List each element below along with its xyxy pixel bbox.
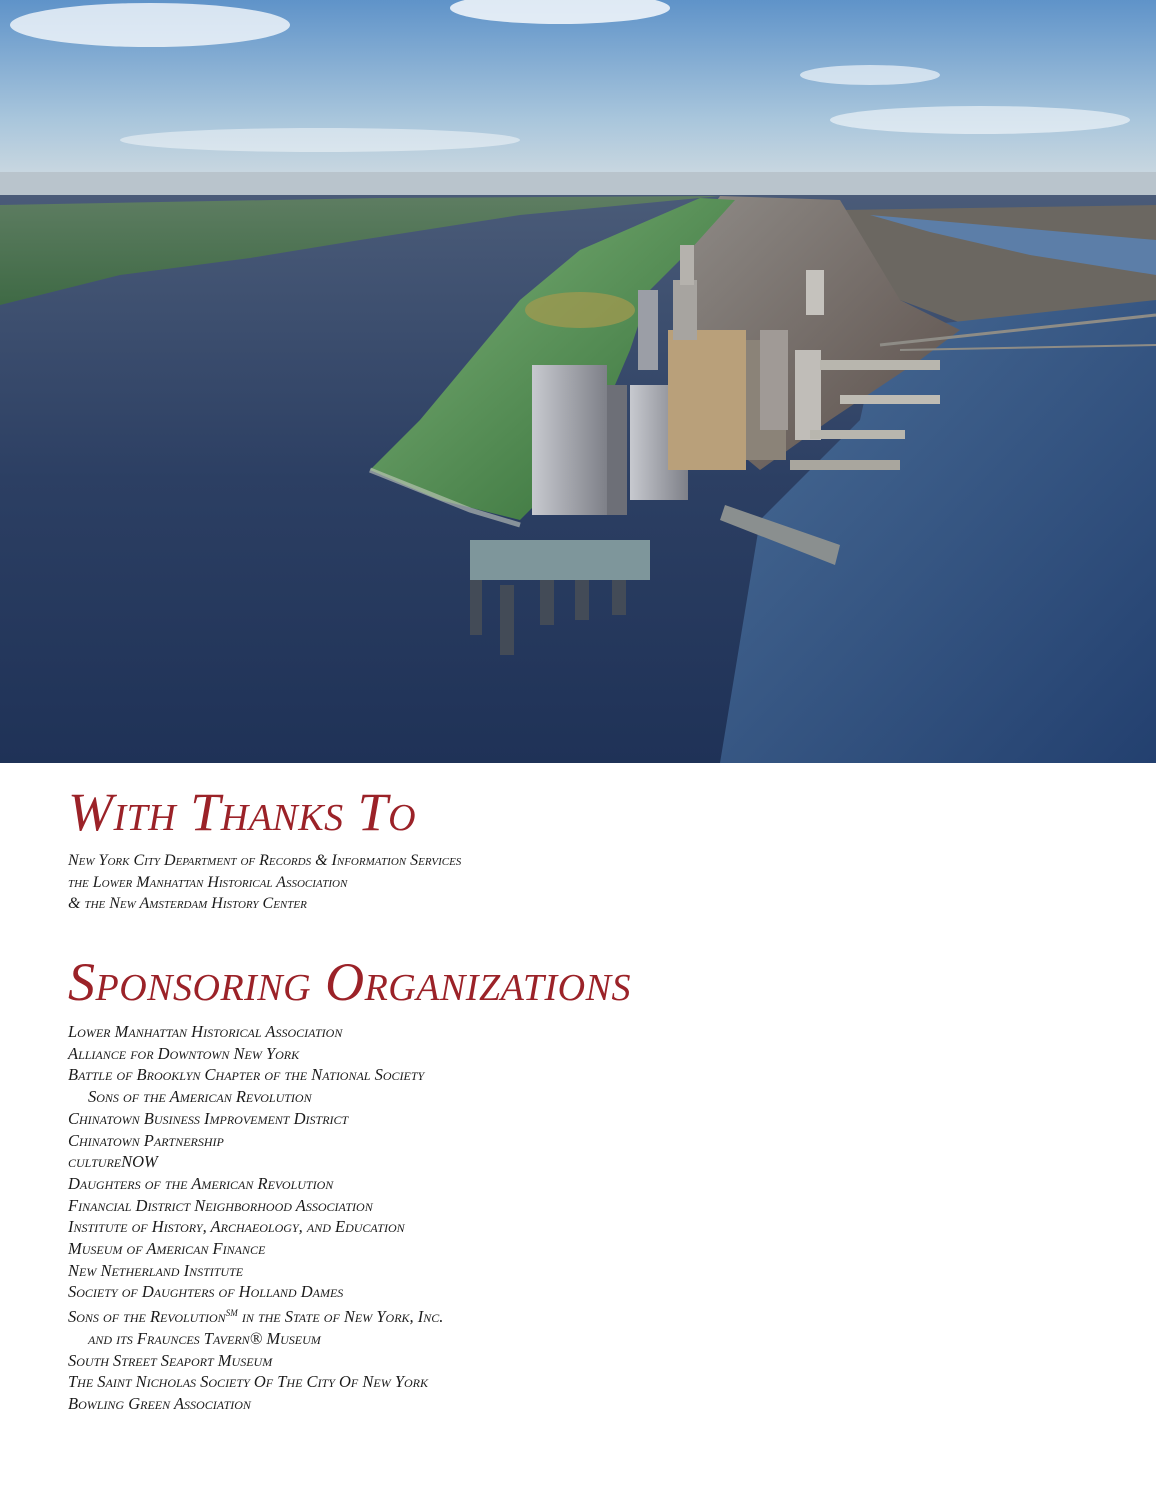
list-item: Sons of the American Revolution — [88, 1087, 312, 1107]
list-item: cultureNOW — [68, 1152, 158, 1172]
list-item: Bowling Green Association — [68, 1393, 251, 1413]
thanks-list — [68, 850, 461, 915]
list-item: The Saint Nicholas Society Of The City Of New York — [68, 1372, 429, 1392]
list-item: Chinatown Business Improvement District — [68, 1108, 349, 1128]
list-item: Daughters of the American Revolution — [68, 1173, 334, 1193]
list-item: Alliance for Downtown New York — [68, 1043, 300, 1063]
thanks-heading: With Thanks To — [68, 782, 417, 842]
list-item: & the New Amsterdam History Center — [68, 895, 307, 912]
sponsors-heading: Sponsoring Organizations — [68, 952, 631, 1012]
list-item — [68, 1303, 443, 1328]
list-item: Chinatown Partnership — [68, 1130, 224, 1150]
list-item: Institute of History, Archaeology, and Education — [68, 1217, 405, 1237]
list-item: and its Fraunces Tavern® Museum — [88, 1328, 321, 1348]
list-item: Battle of Brooklyn Chapter of the National Society — [68, 1065, 425, 1085]
list-item-text: Sons of the Revolution — [68, 1307, 226, 1327]
sponsors-list — [68, 1021, 443, 1415]
list-item: Society of Daughters of Holland Dames — [68, 1282, 344, 1302]
list-item: New York City Department of Records & Information Services — [68, 852, 462, 869]
list-item: New Netherland Institute — [68, 1260, 244, 1280]
list-item-text: in the State of New York, Inc. — [237, 1307, 444, 1327]
list-item: Museum of American Finance — [68, 1239, 266, 1259]
list-item: South Street Seaport Museum — [68, 1350, 273, 1370]
service-mark: SM — [225, 1308, 238, 1319]
list-item: Lower Manhattan Historical Association — [68, 1022, 343, 1041]
list-item: the Lower Manhattan Historical Association — [68, 873, 348, 891]
list-item: Financial District Neighborhood Association — [68, 1195, 373, 1215]
